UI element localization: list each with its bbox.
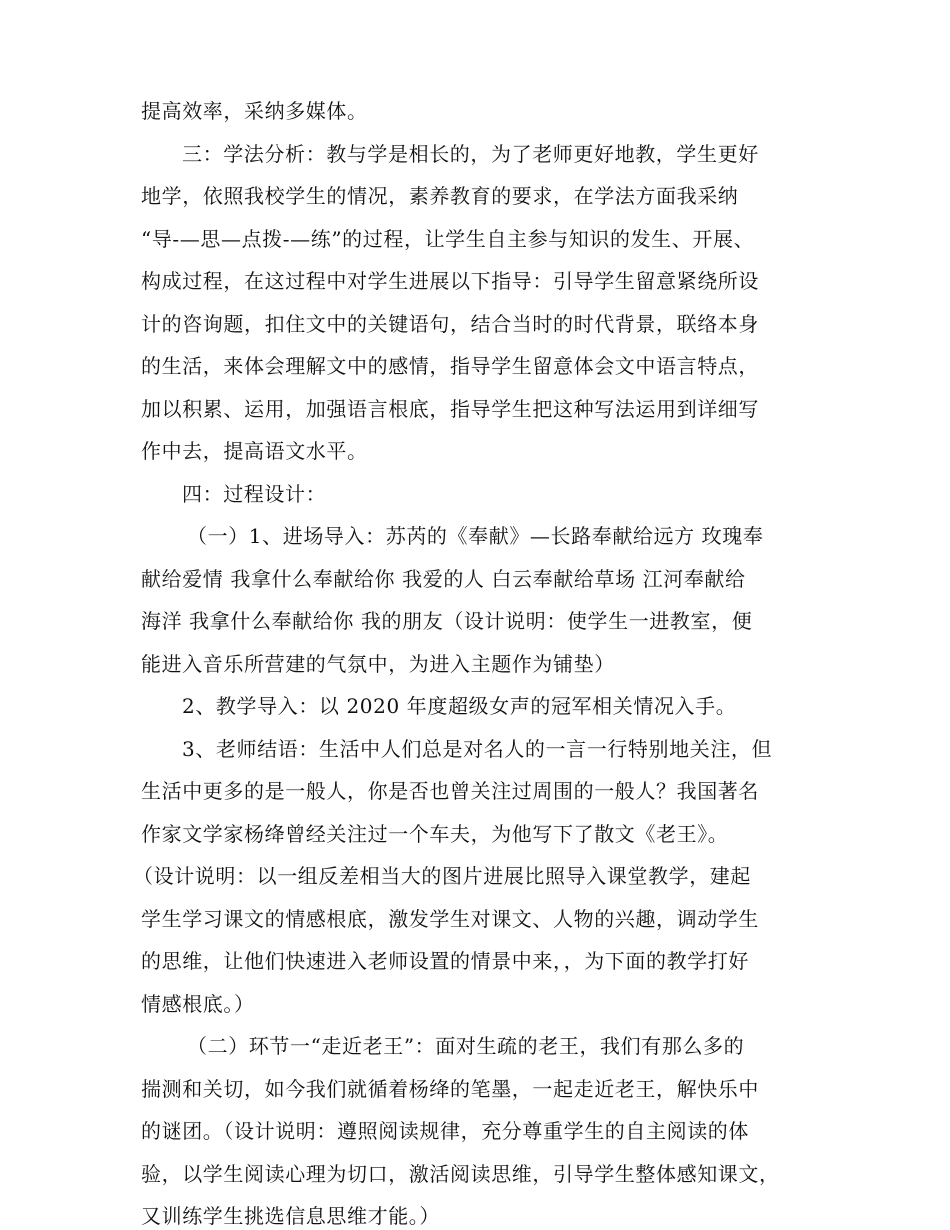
text-line: 的谜团。（设计说明：遵照阅读规律，充分尊重学生的自主阅读的体 [141, 1119, 749, 1143]
text-line: 四：过程设计： [182, 482, 327, 506]
text-line: （二）环节一“走近老王”：面对生疏的老王，我们有那么多的 [187, 1034, 745, 1058]
text-line: 计的咨询题，扣住文中的关键语句，结合当时的时代背景，联络本身 [141, 312, 759, 336]
text-line: 生活中更多的是一般人，你是否也曾关注过周围的一般人？我国著名 [141, 779, 759, 803]
text-line: 构成过程，在这过程中对学生进展以下指导：引导学生留意紧绕所设 [141, 269, 759, 293]
text-line: 又训练学生挑选信息思维才能。） [141, 1204, 440, 1228]
text-line: 作家文学家杨绛曾经关注过一个车夫，为他写下了散文《老王》。 [141, 822, 729, 846]
text-line: 三：学法分析：教与学是相长的，为了老师更好地教，学生更好 [182, 142, 759, 166]
text-line: 2、教学导入：以 2020 年度超级女声的冠军相关情况入手。 [182, 694, 737, 718]
text-line: 地学，依照我校学生的情况，素养教育的要求，在学法方面我采纳 [141, 184, 739, 208]
text-line: 海洋 我拿什么奉献给你 我的朋友（设计说明：使学生一进教室，便 [141, 609, 753, 633]
text-line: 提高效率，采纳多媒体。 [141, 99, 368, 123]
text-line: 学生学习课文的情感根底，激发学生对课文、人物的兴趣，调动学生 [141, 907, 759, 931]
text-line: （设计说明：以一组反差相当大的图片进展比照导入课堂教学，建起 [133, 864, 751, 888]
text-line: （一）1、进场导入：苏芮的《奉献》—长路奉献给远方 玫瑰奉 [187, 524, 764, 548]
text-line: 3、老师结语：生活中人们总是对名人的一言一行特别地关注，但 [182, 737, 773, 761]
text-line: “导-—思—点拨-—练”的过程，让学生自主参与知识的发生、开展、 [141, 227, 755, 251]
text-line: 揣测和关切，如今我们就循着杨绛的笔墨，一起走近老王，解快乐中 [141, 1077, 759, 1101]
text-line: 能进入音乐所营建的气氛中，为进入主题作为铺垫） [141, 652, 615, 676]
text-line: 验，以学生阅读心理为切口，激活阅读思维，引导学生整体感知课文， [141, 1162, 780, 1186]
text-line: 加以积累、运用，加强语言根底，指导学生把这种写法运用到详细写 [141, 397, 759, 421]
text-line: 的思维，让他们快速进入老师设置的情景中来，，为下面的教学打好 [141, 949, 749, 973]
text-line: 献给爱情 我拿什么奉献给你 我爱的人 白云奉献给草场 江河奉献给 [141, 567, 746, 591]
text-line: 的生活，来体会理解文中的感情，指导学生留意体会文中语言特点， [141, 354, 759, 378]
text-line: 作中去，提高语文水平。 [141, 439, 368, 463]
text-line: 情感根底。） [141, 992, 255, 1016]
